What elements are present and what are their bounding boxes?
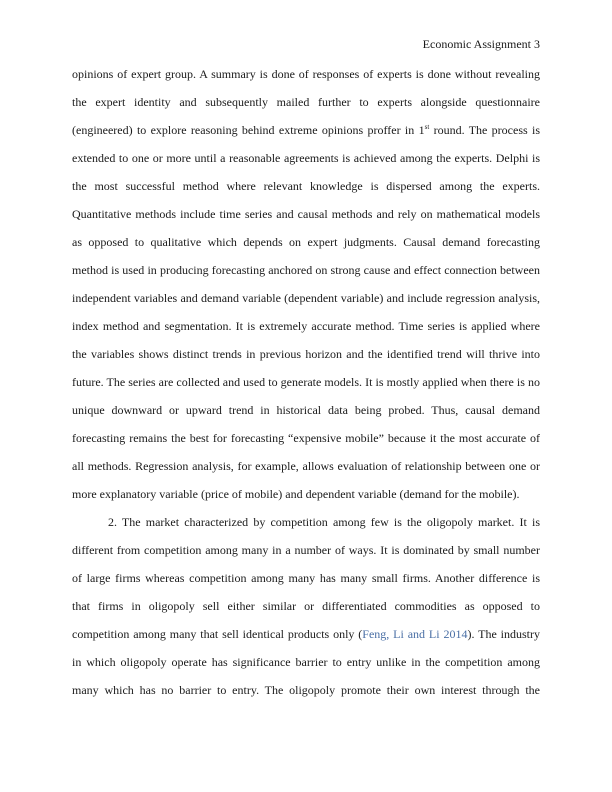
text-line: different from competition among many in a number of ways. It is dominated by small number	[72, 543, 540, 557]
text-line: (engineered) to explore reasoning behind extreme opinions proffer in 1st round. The process is	[72, 123, 540, 137]
text-line: as opposed to qualitative which depends on expert judgments. Causal demand forecasting	[72, 235, 540, 249]
text-line: the most successful method where relevant knowledge is dispersed among the experts.	[72, 179, 540, 193]
superscript: st	[424, 123, 430, 131]
running-head: Economic Assignment 3	[422, 37, 540, 51]
text-line: all methods. Regression analysis, for example, allows evaluation of relationship between one or	[72, 459, 540, 473]
text-line: method is used in producing forecasting anchored on strong cause and effect connection between	[72, 263, 540, 277]
text-line: forecasting remains the best for forecasting “expensive mobile” because it the most accurate of	[72, 431, 540, 445]
text-line: future. The series are collected and used to generate models. It is mostly applied when there is no	[72, 375, 540, 389]
text-line: more explanatory variable (price of mobile) and dependent variable (demand for the mobile).	[72, 487, 520, 501]
text-line: the expert identity and subsequently mailed further to experts alongside questionnaire	[72, 95, 540, 109]
text-line: in which oligopoly operate has significance barrier to entry unlike in the competition among	[72, 655, 540, 669]
citation: Feng, Li and Li 2014	[362, 627, 468, 641]
text-line: opinions of expert group. A summary is done of responses of experts is done without revealing	[72, 67, 540, 81]
text-line: many which has no barrier to entry. The oligopoly promote their own interest through the	[72, 683, 540, 697]
text-line: index method and segmentation. It is extremely accurate method. Time series is applied where	[72, 319, 540, 333]
text-line: 2. The market characterized by competition among few is the oligopoly market. It is	[108, 515, 540, 529]
text-line: Quantitative methods include time series and causal methods and rely on mathematical models	[72, 207, 540, 221]
text-line: that firms in oligopoly sell either similar or differentiated commodities as opposed to	[72, 599, 540, 613]
text-line: competition among many that sell identical products only (Feng, Li and Li 2014). The industry	[72, 627, 540, 641]
text-line: the variables shows distinct trends in previous horizon and the identified trend will thrive into	[72, 347, 540, 361]
text-line: independent variables and demand variable (dependent variable) and include regression analysis,	[72, 291, 540, 305]
text-line: of large firms whereas competition among many has many small firms. Another difference is	[72, 571, 540, 585]
text-line: extended to one or more until a reasonable agreements is achieved among the experts. Delphi is	[72, 151, 540, 165]
text-line: unique downward or upward trend in historical data being probed. Thus, causal demand	[72, 403, 540, 417]
